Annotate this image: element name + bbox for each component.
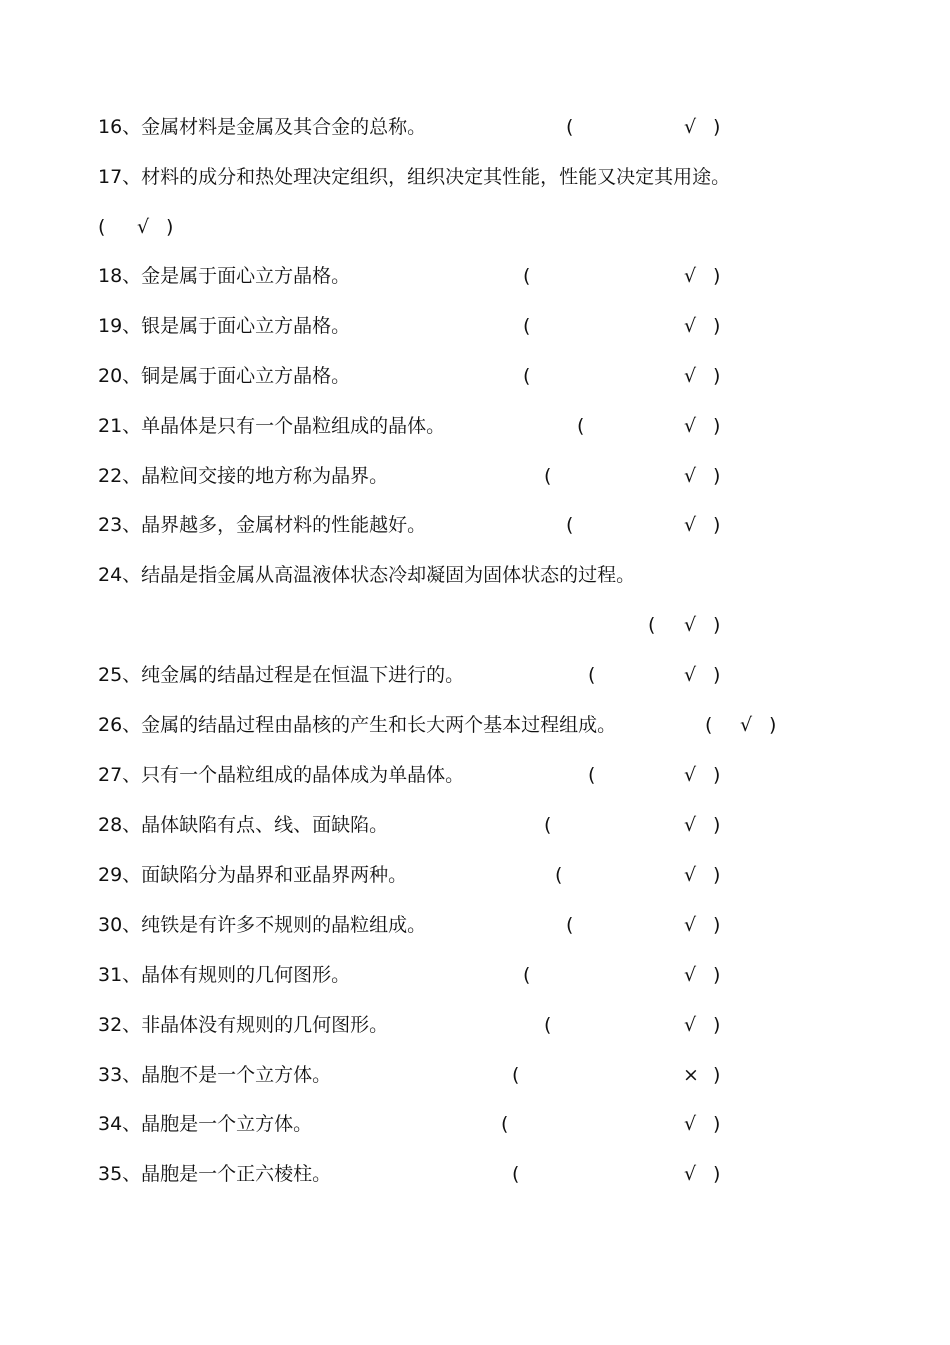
item-19-close-paren: ): [713, 315, 721, 337]
item-29-text: 29、面缺陷分为晶界和亚晶界两种。: [98, 864, 408, 886]
item-35-close-paren: ): [713, 1163, 721, 1185]
item-20-check-mark: √: [684, 365, 697, 387]
item-32-close-paren: ): [713, 1014, 721, 1036]
item-18-close-paren: ): [713, 265, 721, 287]
item-16-check-mark: √: [684, 116, 697, 138]
item-18-check-mark: √: [684, 265, 697, 287]
item-35-open-paren: (: [512, 1163, 520, 1185]
item-29-check-mark: √: [684, 864, 697, 886]
item-16-close-paren: ): [713, 116, 721, 138]
item-22-close-paren: ): [713, 465, 721, 487]
item-31-check-mark: √: [684, 964, 697, 986]
item-25-close-paren: ): [713, 664, 721, 686]
item-21-check-mark: √: [684, 415, 697, 437]
item-32-check-mark: √: [684, 1014, 697, 1036]
item-27-text: 27、只有一个晶粒组成的晶体成为单晶体。: [98, 764, 465, 786]
item-23-check-mark: √: [684, 514, 697, 536]
item-16-text: 16、金属材料是金属及其合金的总称。: [98, 116, 427, 138]
item-24-check-mark: √: [684, 614, 697, 636]
item-18-text: 18、金是属于面心立方晶格。: [98, 265, 351, 287]
item-30-open-paren: (: [566, 914, 574, 936]
item-17-text: 17、材料的成分和热处理决定组织，组织决定其性能，性能又决定其用途。: [98, 166, 731, 188]
item-28-text: 28、晶体缺陷有点、线、面缺陷。: [98, 814, 389, 836]
item-22-check-mark: √: [684, 465, 697, 487]
item-30-check-mark: √: [684, 914, 697, 936]
item-35-text: 35、晶胞是一个正六棱柱。: [98, 1163, 332, 1185]
item-17-open-paren: (: [98, 216, 106, 238]
item-26-close-paren: ): [769, 714, 777, 736]
item-18-open-paren: (: [523, 265, 531, 287]
item-32-text: 32、非晶体没有规则的几何图形。: [98, 1014, 389, 1036]
item-26-check-mark: √: [740, 714, 753, 736]
item-25-text: 25、纯金属的结晶过程是在恒温下进行的。: [98, 664, 465, 686]
item-33-text: 33、晶胞不是一个立方体。: [98, 1064, 332, 1086]
item-24-open-paren: (: [648, 614, 656, 636]
item-28-check-mark: √: [684, 814, 697, 836]
item-24-close-paren: ): [713, 614, 721, 636]
item-35-check-mark: √: [684, 1163, 697, 1185]
item-24-text: 24、结晶是指金属从高温液体状态冷却凝固为固体状态的过程。: [98, 564, 636, 586]
item-28-close-paren: ): [713, 814, 721, 836]
item-31-close-paren: ): [713, 964, 721, 986]
item-20-open-paren: (: [523, 365, 531, 387]
item-34-text: 34、晶胞是一个立方体。: [98, 1113, 313, 1135]
item-33-open-paren: (: [512, 1064, 520, 1086]
item-21-open-paren: (: [577, 415, 585, 437]
item-33-cross-mark: ×: [683, 1064, 699, 1086]
item-29-open-paren: (: [555, 864, 563, 886]
item-19-text: 19、银是属于面心立方晶格。: [98, 315, 351, 337]
item-23-close-paren: ): [713, 514, 721, 536]
item-19-check-mark: √: [684, 315, 697, 337]
item-26-text: 26、金属的结晶过程由晶核的产生和长大两个基本过程组成。: [98, 714, 617, 736]
item-34-open-paren: (: [501, 1113, 509, 1135]
item-17-close-paren: ): [166, 216, 174, 238]
item-20-close-paren: ): [713, 365, 721, 387]
item-29-close-paren: ): [713, 864, 721, 886]
item-30-close-paren: ): [713, 914, 721, 936]
item-21-text: 21、单晶体是只有一个晶粒组成的晶体。: [98, 415, 446, 437]
item-26-open-paren: (: [705, 714, 713, 736]
item-27-check-mark: √: [684, 764, 697, 786]
item-23-text: 23、晶界越多，金属材料的性能越好。: [98, 514, 427, 536]
item-22-text: 22、晶粒间交接的地方称为晶界。: [98, 465, 389, 487]
item-33-close-paren: ): [713, 1064, 721, 1086]
item-31-open-paren: (: [523, 964, 531, 986]
item-23-open-paren: (: [566, 514, 574, 536]
item-32-open-paren: (: [544, 1014, 552, 1036]
item-27-open-paren: (: [588, 764, 596, 786]
item-27-close-paren: ): [713, 764, 721, 786]
item-21-close-paren: ): [713, 415, 721, 437]
item-25-open-paren: (: [588, 664, 596, 686]
item-20-text: 20、铜是属于面心立方晶格。: [98, 365, 351, 387]
item-34-check-mark: √: [684, 1113, 697, 1135]
item-28-open-paren: (: [544, 814, 552, 836]
item-16-open-paren: (: [566, 116, 574, 138]
item-31-text: 31、晶体有规则的几何图形。: [98, 964, 351, 986]
item-34-close-paren: ): [713, 1113, 721, 1135]
item-25-check-mark: √: [684, 664, 697, 686]
item-22-open-paren: (: [544, 465, 552, 487]
item-30-text: 30、纯铁是有许多不规则的晶粒组成。: [98, 914, 427, 936]
item-19-open-paren: (: [523, 315, 531, 337]
item-17-check-mark: √: [137, 216, 150, 238]
